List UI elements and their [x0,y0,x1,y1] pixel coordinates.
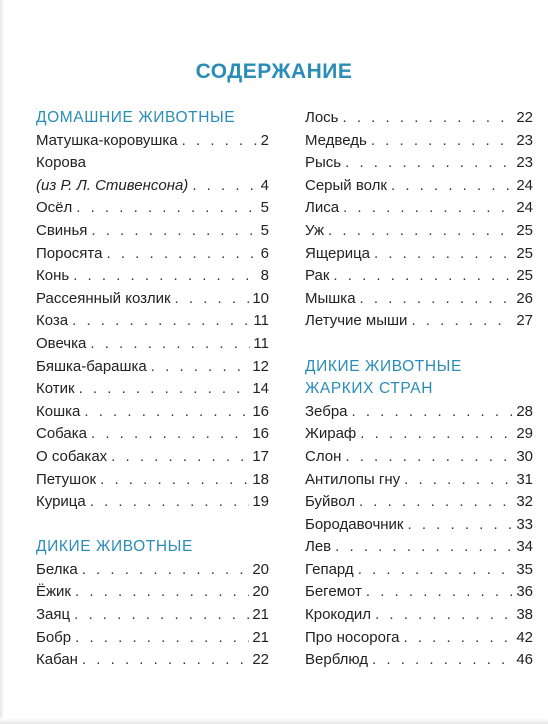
leader-dots [79,378,250,401]
toc-entry[interactable] [305,469,533,492]
leader-dots [335,536,513,559]
toc-entry[interactable] [36,197,269,220]
entry-page: 24 [516,199,533,217]
entry-page: 30 [516,447,533,465]
toc-entry[interactable] [36,288,269,311]
entry-title: Поросята [36,244,103,262]
leader-dots [91,423,249,446]
entry-title: О собаках [36,447,108,465]
leader-dots [352,401,514,424]
toc-entry[interactable] [305,423,533,446]
page-title: СОДЕРЖАНИЕ [195,60,353,83]
toc-entry[interactable] [36,220,269,243]
toc-entry[interactable] [305,627,533,650]
toc-entry[interactable] [305,604,533,627]
entry-page: 11 [253,312,269,330]
leader-dots [408,514,514,537]
entry-page: 33 [516,515,533,533]
entry-title: Петушок [36,470,97,488]
leader-dots [72,310,250,333]
toc-entry[interactable] [305,559,533,582]
entry-page: 23 [516,131,533,149]
entry-page: 35 [516,560,533,578]
toc-entry[interactable] [36,356,269,379]
toc-entry[interactable] [36,378,269,401]
entry-title: Заяц [36,606,71,624]
entry-title: Зебра [305,402,348,420]
entry-title: Корова [36,154,86,172]
entry-page: 20 [252,560,269,578]
entry-page: 8 [260,267,269,285]
toc-entry[interactable] [305,288,533,311]
entry-title: Буйвол [305,493,355,511]
leader-dots [343,107,514,130]
entry-title: Лиса [305,199,340,217]
leader-dots [360,423,513,446]
toc-entry[interactable] [36,491,269,514]
entry-title: Конь [36,267,70,285]
leader-dots [345,446,513,469]
entry-page: 21 [252,606,269,624]
entry-page: 21 [252,628,269,646]
entry-title: Рассеянный козлик [36,289,171,307]
entry-page: 4 [260,176,269,194]
leader-dots [358,559,514,582]
toc-entry[interactable] [36,469,269,492]
leader-dots [76,197,257,220]
entry-title: Мышка [305,289,356,307]
entry-page: 16 [252,402,269,420]
toc-entry[interactable] [36,649,269,672]
leader-dots [404,469,513,492]
toc-entry[interactable] [305,310,533,333]
toc-entry-continuation[interactable] [36,175,269,198]
leader-dots [411,310,513,333]
entry-title: Овечка [36,334,87,352]
leader-dots [111,446,249,469]
leader-dots [75,581,249,604]
leader-dots [371,130,514,153]
leader-dots [151,356,250,379]
entry-page: 25 [516,221,533,239]
toc-entry[interactable] [305,536,533,559]
entry-page: 6 [260,244,269,262]
entry-page: 42 [516,628,533,646]
entry-page: 36 [516,583,533,601]
toc-entry[interactable] [305,649,533,672]
toc-entry[interactable] [36,310,269,333]
leader-dots [403,627,513,650]
entry-title: Бобр [36,628,72,646]
entry-page: 17 [252,447,269,465]
leader-dots [328,220,513,243]
entry-title: Рысь [305,154,342,172]
section-heading-domestic: ДОМАШНИЕ ЖИВОТНЫЕ [36,109,236,126]
entry-title: Курица [36,493,86,511]
section-heading-wild: ДИКИЕ ЖИВОТНЫЕ [36,538,193,556]
entry-page: 27 [516,312,533,330]
entry-title: Бяшка-барашка [36,357,147,375]
section-spacer [36,514,269,537]
entry-title: Котик [36,380,75,398]
toc-entry[interactable] [305,581,533,604]
entry-title: Кабан [36,651,78,669]
entry-page: 26 [516,289,533,307]
entry-title: Слон [305,447,342,465]
toc-entry[interactable] [36,627,269,650]
entry-page: 25 [516,267,533,285]
entry-page: 20 [252,583,269,601]
entry-title: Белка [36,560,78,578]
entry-title: Жираф [305,425,357,443]
toc-entry[interactable] [36,604,269,627]
toc-entry[interactable] [36,130,269,153]
toc-entry[interactable] [36,333,269,356]
entry-page: 22 [252,651,269,669]
entry-title: Серый волк [305,176,387,194]
page-edge-bottom [0,718,548,724]
entry-title: Лось [305,109,339,126]
toc-entry[interactable] [36,559,269,582]
leader-dots [391,175,513,198]
entry-page: 31 [516,470,533,488]
leader-dots [343,197,513,220]
entry-page: 38 [516,606,533,624]
leader-dots [359,491,513,514]
entry-page: 18 [252,470,269,488]
entry-page: 16 [252,425,269,443]
section-heading-hot-countries-line2: ЖАРКИХ СТРАН [305,380,433,398]
entry-page: 5 [260,199,269,217]
entry-title: Про носорога [305,628,400,646]
toc-entry[interactable] [36,152,269,175]
leader-dots [100,469,249,492]
toc-left-column [36,107,269,672]
toc-right-column [305,107,533,672]
entry-page: 46 [516,651,533,669]
entry-title: Летучие мыши [305,312,408,330]
leader-dots [91,220,257,243]
leader-dots [345,152,513,175]
entry-subtitle: (из Р. Л. Стивенсона) [36,176,189,194]
entry-page: 25 [516,244,533,262]
toc-entry[interactable] [305,446,533,469]
toc-entry[interactable] [305,491,533,514]
entry-page: 12 [252,357,269,375]
entry-page: 22 [516,109,533,126]
entry-title: Кошка [36,402,81,420]
toc-entry[interactable] [36,243,269,266]
leader-dots [182,130,258,153]
entry-title: Бегемот [305,583,362,601]
toc-entry[interactable] [36,423,269,446]
entry-title: Ёжик [36,583,71,601]
entry-page: 14 [252,380,269,398]
entry-page: 11 [253,334,269,352]
entry-title: Бородавочник [305,515,404,533]
entry-title: Гепард [305,560,354,578]
leader-dots [372,649,513,672]
toc-entry[interactable] [36,446,269,469]
toc-entry[interactable] [305,514,533,537]
toc-entry[interactable] [305,152,533,175]
entry-title: Ящерица [305,244,371,262]
leader-dots [366,581,513,604]
leader-dots [90,491,250,514]
toc-entry[interactable] [305,401,533,424]
entry-page: 32 [516,493,533,511]
toc-entry[interactable] [36,401,269,424]
leader-dots [333,265,513,288]
entry-title: Медведь [305,131,367,149]
entry-page: 28 [516,402,533,420]
leader-dots [82,649,249,672]
entry-title: Матушка-коровушка [36,131,178,149]
section-heading-hot-countries: ДИКИЕ ЖИВОТНЫЕ [305,357,462,375]
entry-page: 23 [516,154,533,172]
entry-title: Собака [36,425,87,443]
toc-entry[interactable] [36,265,269,288]
entry-page: 10 [252,289,269,307]
entry-title: Коза [36,312,69,330]
entry-title: Свинья [36,221,88,239]
entry-title: Рак [305,267,330,285]
leader-dots [75,627,249,650]
toc-entry[interactable] [305,265,533,288]
entry-page: 5 [260,221,269,239]
toc-entry[interactable] [305,130,533,153]
leader-dots [106,243,257,266]
leader-dots [84,401,249,424]
leader-dots [192,175,257,198]
entry-title: Антилопы гну [305,470,401,488]
toc-entry[interactable] [36,581,269,604]
entry-page: 34 [516,538,533,556]
section-spacer [305,333,533,356]
leader-dots [375,604,513,627]
toc-entry[interactable] [305,220,533,243]
page-edge [0,0,4,724]
leader-dots [74,604,249,627]
toc-entry[interactable] [305,197,533,220]
entry-title: Крокодил [305,606,372,624]
entry-title: Верблюд [305,651,369,669]
entry-title: Лев [305,538,332,556]
leader-dots [374,243,513,266]
leader-dots [82,559,250,582]
leader-dots [360,288,514,311]
leader-dots [73,265,257,288]
leader-dots [175,288,250,311]
leader-dots [90,333,250,356]
toc-entry[interactable] [305,243,533,266]
entry-title: Осёл [36,199,73,217]
toc-entry[interactable] [305,175,533,198]
entry-page: 19 [252,493,269,511]
entry-page: 2 [260,131,269,149]
entry-title: Уж [305,221,325,239]
entry-page: 29 [516,425,533,443]
toc-entry[interactable] [305,107,533,130]
entry-page: 24 [516,176,533,194]
